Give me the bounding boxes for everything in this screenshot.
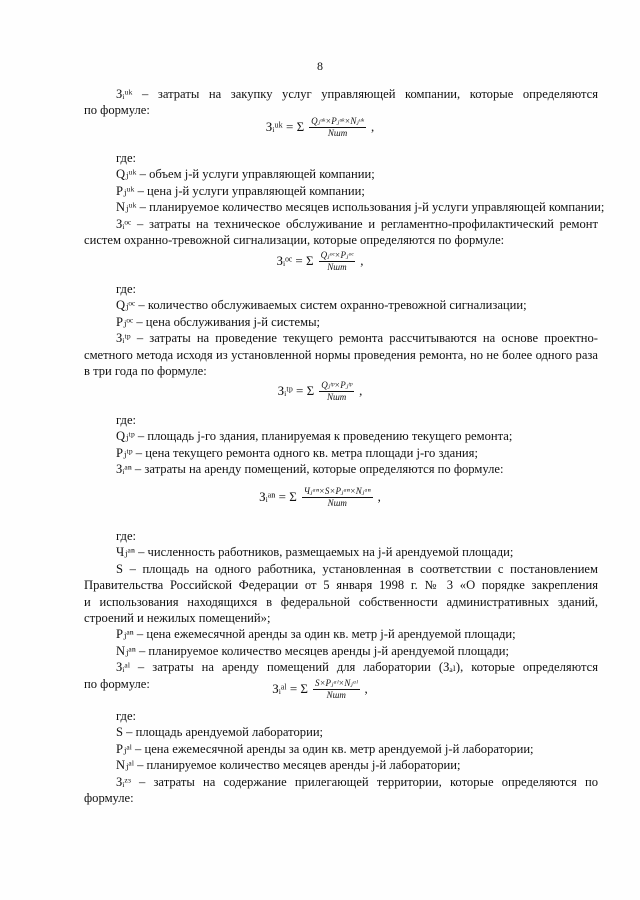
text-line: Зᵢᵃˡ – затраты на аренду помещений для лаборатории (Зₐₗ), которые определяются [116,660,598,675]
text-line: где: [116,151,137,165]
text-line: где: [116,413,137,427]
text-block [84,412,598,478]
formula-tail: , [359,383,363,399]
formula-denominator: Nшт [327,498,347,508]
formula-numerator: Чⱼᵃⁿ×S×Pⱼᵃⁿ×Nⱼᵃⁿ [303,486,371,496]
text-block [84,528,598,692]
text-line: Nⱼᵃⁿ – планируемое количество месяцев аренды j-й арендуемой площади; [116,643,510,658]
formula-denominator: Nшт [327,392,347,402]
text-block [84,708,598,806]
formula-numerator: Qⱼᵗᵖ×Pⱼᵗᵖ [321,380,353,390]
text-line: Pⱼᵘᵏ – цена j-й услуги управляющей компании; [116,183,365,198]
formula-lhs: Зᵢᵃⁿ = Σ [259,489,297,505]
formula-fraction [319,380,354,403]
formula-denominator: Nшт [326,690,346,700]
text-line: Pⱼᵒᶜ – цена обслуживания j-й системы; [116,314,321,329]
text-block [84,150,605,248]
formula-numerator: S×Pⱼᵃˡ×Nⱼᵃˡ [314,678,358,688]
text-block [84,86,598,119]
formula-lhs: Зᵢᵃˡ = Σ [272,681,308,697]
formula-fraction [319,250,356,273]
text-line: где: [116,529,137,543]
formula-numerator: Qⱼᵒᶜ×Pⱼᵒᶜ [320,250,354,260]
formula [0,678,640,701]
formula [0,116,640,139]
text-line: Nⱼᵘᵏ – планируемое количество месяцев использования j-й услуги управляющей компании; [116,200,605,215]
text-line: формуле: [84,791,134,806]
formula-tail: , [377,489,381,505]
formula [0,380,640,403]
formula-denominator: Nшт [327,128,348,138]
text-block [84,281,598,379]
text-line: где: [116,709,137,723]
text-line: Правительства Российской Федерации от 5 января 1998 г. № 3 «О порядке закрепления [84,578,598,593]
formula-tail: , [364,681,368,697]
text-line: по формуле: [84,676,150,691]
formula-tail: , [370,119,375,135]
formula-fraction [313,678,360,701]
text-line: Nⱼᵃˡ – планируемое количество месяцев аренды j-й лаборатории; [116,758,461,773]
text-line: строений и нежилых помещений»; [84,611,271,626]
text-line: Зᵢᵘᵏ – затраты на закупку услуг управляющей компании, которые определяются [116,87,598,101]
formula [0,250,640,273]
formula-lhs: Зᵢᵘᵏ = Σ [265,119,305,135]
text-line: S – площадь арендуемой лаборатории; [116,725,324,740]
text-line: Зᵢᶻᶟ – затраты на содержание прилегающей территории, которые определяются по [116,774,598,789]
text-line: Qⱼᵗᵖ – площадь j-го здания, планируемая к проведению текущего ремонта; [116,429,513,444]
text-line: Pⱼᵃⁿ – цена ежемесячной аренды за один кв. метр j-й арендуемой площади; [116,627,516,642]
text-line: Зᵢᵒᶜ – затраты на техническое обслуживание и регламентно-профилактический ремонт [116,216,598,231]
text-line: сметного метода исходя из установленной нормы проведения ремонта, но не более одного раза [84,347,598,362]
text-line: где: [116,282,137,296]
text-line: Qⱼᵒᶜ – количество обслуживаемых систем охранно-тревожной сигнализации; [116,298,527,313]
formula [0,486,640,509]
text-line: по формуле: [84,103,150,118]
formula-lhs: Зᵢᵒᶜ = Σ [276,253,314,269]
text-line: S – площадь на одного работника, установленная в соответствии с постановлением [116,561,598,576]
text-line: Pⱼᵃˡ – цена ежемесячной аренды за один кв. метр арендуемой j-й лаборатории; [116,741,534,756]
formula-denominator: Nшт [327,262,347,272]
formula-fraction [309,116,366,139]
formula-tail: , [360,253,364,269]
text-line: Зᵢᵃⁿ – затраты на аренду помещений, которые определяются по формуле: [116,462,504,477]
text-line: Qⱼᵘᵏ – объем j-й услуги управляющей компании; [116,167,375,182]
text-line: Зᵢᵗᵖ – затраты на проведение текущего ремонта рассчитываются на основе проектно- [116,331,598,346]
page-number: 8 [317,59,323,73]
text-line: Pⱼᵗᵖ – цена текущего ремонта одного кв. метра площади j-го здания; [116,445,478,460]
text-line: систем охранно-тревожной сигнализации, которые определяются по формуле: [84,233,505,248]
text-line: в три года по формуле: [84,364,207,379]
formula-lhs: Зᵢᵗᵖ = Σ [277,383,315,399]
text-line: и использования находящихся в федеральной собственности административных зданий, [84,594,598,609]
formula-numerator: Qⱼᵘᵏ×Pⱼᵘᵏ×Nⱼᵘᵏ [311,116,364,126]
text-line: Чⱼᵃⁿ – численность работников, размещаемых на j-й арендуемой площади; [116,545,514,560]
formula-fraction [302,486,373,509]
